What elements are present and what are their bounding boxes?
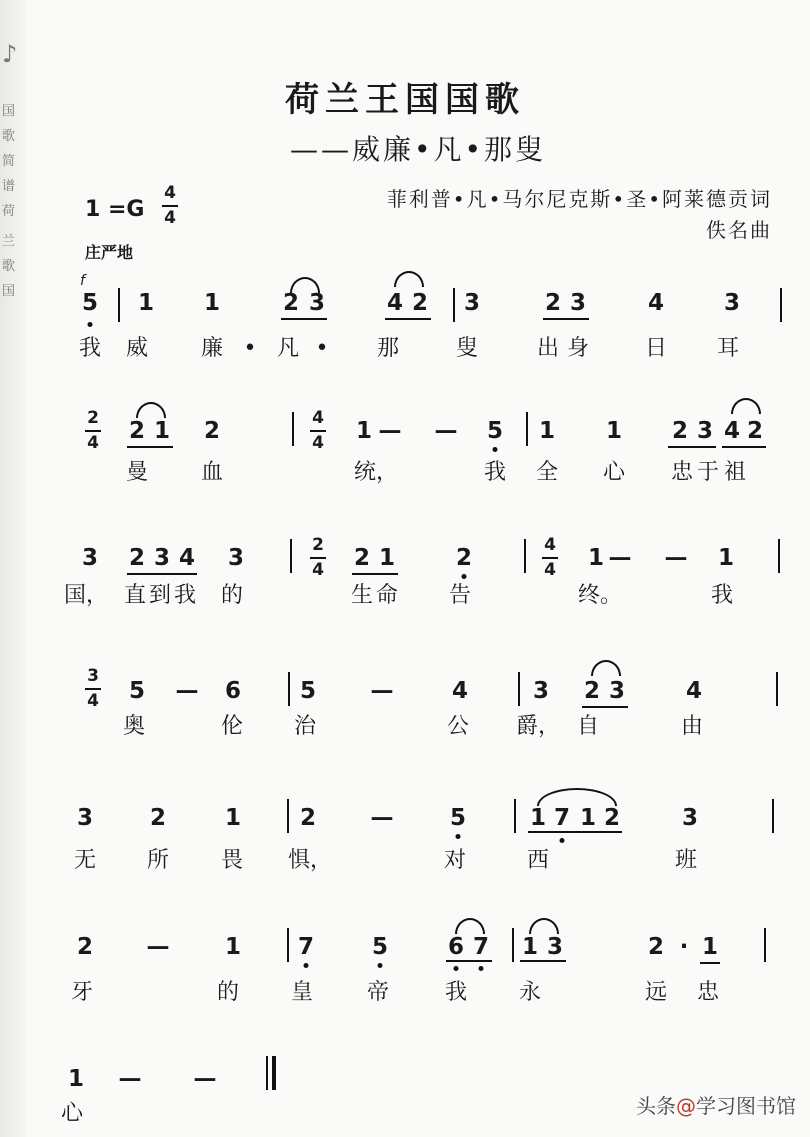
dash: — (434, 418, 458, 444)
note: 3 (463, 290, 481, 316)
eighth-beam (127, 446, 173, 448)
dash: — (193, 1066, 217, 1092)
note: 5 (128, 678, 146, 704)
note: 2 (583, 678, 601, 704)
lyric: 日 (644, 336, 668, 361)
note: 3 (696, 418, 714, 444)
lyric: 我 (444, 980, 468, 1005)
note: 2 (746, 418, 764, 444)
lyric: 无 (73, 848, 97, 873)
lyric: 凡 (276, 336, 300, 361)
sixteenth-beam (700, 962, 720, 964)
final-barline-thick (272, 1056, 276, 1090)
lyric: 到 (148, 583, 172, 608)
bar-line (292, 412, 294, 446)
note: 2 (647, 934, 665, 960)
lower-octave-dot (479, 966, 484, 971)
eighth-beam (668, 446, 716, 448)
note: 1 (529, 805, 547, 831)
bar-line (764, 928, 766, 962)
note: 3 (608, 678, 626, 704)
eighth-beam (446, 960, 492, 962)
note: 3 (81, 545, 99, 571)
eighth-beam (528, 831, 622, 833)
lyric: 对 (443, 848, 467, 873)
time-signature: 4 4 (162, 185, 178, 227)
time-signature: 4 4 (310, 410, 326, 452)
lyric: 那 (376, 336, 400, 361)
note: 2 (411, 290, 429, 316)
lyric: • (315, 336, 329, 361)
tie-arc (731, 398, 761, 414)
bar-line (118, 288, 120, 322)
lyric: 皇 (290, 980, 314, 1005)
lyric: 远 (644, 980, 668, 1005)
edge-char: 国 (2, 284, 16, 299)
lower-octave-dot (493, 447, 498, 452)
bar-line (287, 928, 289, 962)
note: 3 (723, 290, 741, 316)
edge-char: 兰 (2, 234, 16, 249)
final-barline-thin (266, 1056, 268, 1090)
dash: — (118, 1066, 142, 1092)
lower-octave-dot (378, 963, 383, 968)
note: 2 (203, 418, 221, 444)
lyric: 告 (448, 583, 472, 608)
note: 5 (81, 290, 99, 316)
lyric: • (243, 336, 257, 361)
time-signature: 2 4 (310, 537, 326, 579)
key-signature: 1 =G (85, 197, 145, 222)
dash: — (608, 545, 632, 571)
edge-char: 谱 (2, 179, 16, 194)
bar-line (290, 539, 292, 573)
note: 4 (723, 418, 741, 444)
bar-line (526, 412, 528, 446)
note: 1 (701, 934, 719, 960)
tempo-marking: 庄严地 (85, 243, 134, 262)
note: 2 (282, 290, 300, 316)
lyric: 血 (200, 460, 224, 485)
lyric: 曼 (125, 460, 149, 485)
note: 2 (128, 418, 146, 444)
lyric: 耳 (716, 336, 740, 361)
lower-octave-dot (560, 838, 565, 843)
dash: — (664, 545, 688, 571)
lower-octave-dot (456, 834, 461, 839)
lyric: 班 (674, 848, 698, 873)
note: 1 (587, 545, 605, 571)
note: 3 (532, 678, 550, 704)
tie-arc (290, 277, 320, 293)
note: 4 (647, 290, 665, 316)
lyric: 廉 (200, 336, 224, 361)
eighth-beam (127, 573, 197, 575)
lyric: 祖 (723, 460, 747, 485)
note: 2 (603, 805, 621, 831)
lyric: 的 (216, 980, 240, 1005)
note: 2 (353, 545, 371, 571)
lyric: 惧， (287, 848, 333, 873)
lyric: 自 (576, 714, 600, 739)
augmentation-dot: · (679, 934, 689, 960)
edge-char: 歌 (2, 259, 16, 274)
dash: — (146, 934, 170, 960)
eighth-beam (722, 446, 766, 448)
note: 1 (378, 545, 396, 571)
note: 4 (685, 678, 703, 704)
time-signature: 3 4 (85, 668, 101, 710)
dynamic-marking: f (80, 273, 85, 289)
note: 2 (128, 545, 146, 571)
edge-char: 荷 (2, 204, 16, 219)
note: 7 (472, 934, 490, 960)
note: 5 (299, 678, 317, 704)
lyric: 国， (63, 583, 109, 608)
note: 3 (153, 545, 171, 571)
tie-arc (529, 918, 559, 934)
note: 2 (671, 418, 689, 444)
note: 4 (451, 678, 469, 704)
lyric: 由 (680, 714, 704, 739)
note: 1 (67, 1066, 85, 1092)
note: 3 (308, 290, 326, 316)
note: 1 (579, 805, 597, 831)
lyric: 生 (350, 583, 374, 608)
note: 2 (299, 805, 317, 831)
time-signature: 2 4 (85, 410, 101, 452)
lyric: 出 (536, 336, 560, 361)
note: 1 (717, 545, 735, 571)
note: 2 (544, 290, 562, 316)
lyric: 忠 (696, 980, 720, 1005)
lyric: 所 (146, 848, 170, 873)
note: 1 (355, 418, 373, 444)
lower-octave-dot (462, 574, 467, 579)
composer-credit: 佚名曲 (706, 218, 772, 242)
eighth-beam (352, 573, 398, 575)
slur-arc (537, 788, 617, 806)
lower-octave-dot (454, 966, 459, 971)
bar-line (772, 799, 774, 833)
lyric: 帝 (366, 980, 390, 1005)
note: 3 (76, 805, 94, 831)
edge-char: 简 (2, 154, 16, 169)
lyric: 的 (220, 583, 244, 608)
bar-line (776, 672, 778, 706)
lyric: 叟 (455, 336, 479, 361)
lyric: 直 (123, 583, 147, 608)
bar-line (453, 288, 455, 322)
lyricist-credit: 菲利普•凡•马尔尼克斯•圣•阿莱德贡词 (386, 187, 772, 211)
note: 2 (455, 545, 473, 571)
note: 1 (521, 934, 539, 960)
bar-line (524, 539, 526, 573)
note: 1 (137, 290, 155, 316)
edge-char: 国 (2, 104, 16, 119)
lyric: 我 (710, 583, 734, 608)
eighth-beam (385, 318, 431, 320)
lyric: 奥 (122, 714, 146, 739)
lyric: 于 (696, 460, 720, 485)
lyric: 身 (566, 336, 590, 361)
note: 1 (153, 418, 171, 444)
lyric: 治 (293, 714, 317, 739)
page-title: 荷兰王国国歌 (285, 80, 525, 120)
note: 7 (553, 805, 571, 831)
lyric: 畏 (220, 848, 244, 873)
lower-octave-dot (304, 963, 309, 968)
note: 4 (386, 290, 404, 316)
dash: — (378, 418, 402, 444)
tie-arc (591, 660, 621, 676)
lyric: 我 (78, 336, 102, 361)
lyric: 忠 (670, 460, 694, 485)
bar-line (288, 672, 290, 706)
lyric: 终。 (577, 583, 623, 608)
edge-char: 歌 (2, 129, 16, 144)
lyric: 心 (60, 1101, 84, 1126)
lyric: 永 (518, 980, 542, 1005)
note: 2 (149, 805, 167, 831)
note: 4 (178, 545, 196, 571)
lyric: 全 (535, 460, 559, 485)
bar-line (518, 672, 520, 706)
note: 5 (371, 934, 389, 960)
music-note-icon: ♪ (2, 40, 18, 68)
note: 6 (224, 678, 242, 704)
note: 1 (538, 418, 556, 444)
tie-arc (455, 918, 485, 934)
note: 1 (224, 934, 242, 960)
note: 1 (224, 805, 242, 831)
eighth-beam (582, 706, 628, 708)
note: 2 (76, 934, 94, 960)
note: 7 (297, 934, 315, 960)
lyric: 威 (125, 336, 149, 361)
dash: — (370, 678, 394, 704)
note: 6 (447, 934, 465, 960)
lyric: 爵， (515, 714, 561, 739)
source-watermark: 头条@学习图书馆 (636, 1094, 796, 1118)
time-signature: 4 4 (542, 537, 558, 579)
tie-arc (394, 271, 424, 287)
lyric: 命 (375, 583, 399, 608)
lyric: 西 (526, 848, 550, 873)
note: 3 (681, 805, 699, 831)
dash: — (175, 678, 199, 704)
note: 1 (605, 418, 623, 444)
lyric: 我 (173, 583, 197, 608)
note: 1 (203, 290, 221, 316)
lyric: 心 (602, 460, 626, 485)
eighth-beam (281, 318, 327, 320)
lyric: 牙 (70, 980, 94, 1005)
tie-arc (136, 402, 166, 418)
page-binding-edge (0, 0, 26, 1137)
bar-line (780, 288, 782, 322)
dash: — (370, 805, 394, 831)
page-subtitle: ——威廉•凡•那叟 (290, 133, 547, 166)
lyric: 伦 (220, 714, 244, 739)
note: 5 (486, 418, 504, 444)
note: 3 (569, 290, 587, 316)
eighth-beam (543, 318, 589, 320)
note: 3 (227, 545, 245, 571)
lower-octave-dot (88, 322, 93, 327)
note: 3 (546, 934, 564, 960)
eighth-beam (520, 960, 566, 962)
bar-line (514, 799, 516, 833)
note: 5 (449, 805, 467, 831)
bar-line (778, 539, 780, 573)
bar-line (287, 799, 289, 833)
bar-line (512, 928, 514, 962)
lyric: 公 (446, 714, 470, 739)
lyric: 我 (483, 460, 507, 485)
lyric: 统， (353, 460, 399, 485)
